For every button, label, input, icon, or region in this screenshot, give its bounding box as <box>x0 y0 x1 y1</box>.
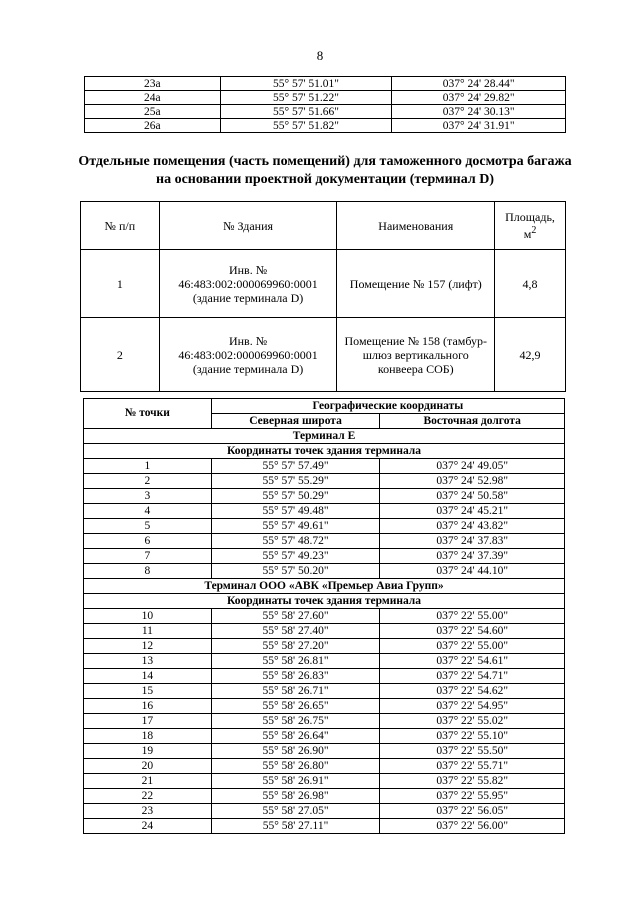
header-building: № Здания <box>159 202 337 250</box>
latitude: 55° 57' 49.61" <box>211 519 380 534</box>
point-number: 1 <box>84 459 212 474</box>
longitude: 037° 24' 43.82" <box>380 519 565 534</box>
latitude: 55° 58' 26.81" <box>211 654 380 669</box>
point-number: 23а <box>85 77 221 91</box>
table-row <box>84 504 565 519</box>
latitude: 55° 57' 55.29" <box>211 474 380 489</box>
table-row <box>84 654 565 669</box>
point-number: 20 <box>84 759 212 774</box>
latitude: 55° 57' 50.29" <box>211 489 380 504</box>
longitude: 037° 22' 56.05" <box>380 804 565 819</box>
latitude: 55° 58' 26.90" <box>211 744 380 759</box>
building-cell <box>159 250 337 318</box>
latitude: 55° 58' 27.05" <box>211 804 380 819</box>
point-number: 26а <box>85 119 221 133</box>
point-number: 16 <box>84 699 212 714</box>
latitude: 55° 58' 26.75" <box>211 714 380 729</box>
table-row <box>81 318 566 392</box>
point-number: 5 <box>84 519 212 534</box>
point-number: 12 <box>84 639 212 654</box>
table-row <box>85 105 566 119</box>
table-row <box>84 474 565 489</box>
point-number: 10 <box>84 609 212 624</box>
longitude: 037° 24' 49.05" <box>380 459 565 474</box>
table-row <box>84 744 565 759</box>
section-e-title: Терминал Е <box>84 429 565 444</box>
row-number: 1 <box>81 250 160 318</box>
longitude: 037° 22' 54.62" <box>380 684 565 699</box>
latitude: 55° 57' 49.48" <box>211 504 380 519</box>
longitude: 037° 22' 55.71" <box>380 759 565 774</box>
longitude: 037° 24' 29.82" <box>392 91 566 105</box>
building-line-2: 46:483:002:000069960:0001 <box>178 347 318 362</box>
building-line-3: (здание терминала D) <box>192 290 304 305</box>
section-e-subtitle: Координаты точек здания терминала <box>84 444 565 459</box>
premise-name: Помещение № 158 (тамбур-шлюз вертикального конвеера СОБ) <box>337 318 495 392</box>
latitude: 55° 57' 51.22" <box>220 91 392 105</box>
table-row <box>85 77 566 91</box>
table-row <box>84 459 565 474</box>
longitude: 037° 24' 45.21" <box>380 504 565 519</box>
table-row <box>84 489 565 504</box>
point-number: 15 <box>84 684 212 699</box>
latitude: 55° 57' 51.01" <box>220 77 392 91</box>
table-row <box>84 639 565 654</box>
latitude: 55° 57' 51.82" <box>220 119 392 133</box>
point-number: 25а <box>85 105 221 119</box>
table-row <box>84 804 565 819</box>
point-number: 6 <box>84 534 212 549</box>
header-lat: Северная широта <box>211 414 380 429</box>
header-area-label: Площадь, <box>505 210 555 224</box>
table-row <box>84 759 565 774</box>
building-line-3: (здание терминала D) <box>192 361 304 376</box>
premise-area: 4,8 <box>495 250 566 318</box>
longitude: 037° 22' 55.82" <box>380 774 565 789</box>
point-number: 7 <box>84 549 212 564</box>
table-row <box>84 534 565 549</box>
latitude: 55° 58' 27.20" <box>211 639 380 654</box>
point-number: 17 <box>84 714 212 729</box>
point-number: 19 <box>84 744 212 759</box>
latitude: 55° 58' 26.83" <box>211 669 380 684</box>
point-number: 24 <box>84 819 212 834</box>
table-row <box>84 789 565 804</box>
latitude: 55° 58' 26.64" <box>211 729 380 744</box>
building-line-1: Инв. № <box>228 262 268 277</box>
longitude: 037° 24' 44.10" <box>380 564 565 579</box>
point-number: 8 <box>84 564 212 579</box>
latitude: 55° 58' 27.60" <box>211 609 380 624</box>
point-number: 4 <box>84 504 212 519</box>
latitude: 55° 58' 26.80" <box>211 759 380 774</box>
point-number: 22 <box>84 789 212 804</box>
point-number: 23 <box>84 804 212 819</box>
section-avk-subtitle: Координаты точек здания терминала <box>84 594 565 609</box>
terminal-coordinates-table <box>83 398 565 834</box>
point-number: 11 <box>84 624 212 639</box>
point-number: 14 <box>84 669 212 684</box>
latitude: 55° 57' 57.49" <box>211 459 380 474</box>
header-lon: Восточная долгота <box>380 414 565 429</box>
table-row <box>84 624 565 639</box>
longitude: 037° 22' 55.00" <box>380 639 565 654</box>
longitude: 037° 22' 54.95" <box>380 699 565 714</box>
table-row <box>84 819 565 834</box>
section-heading <box>60 153 590 189</box>
section-avk-title: Терминал ООО «АВК «Премьер Авиа Групп» <box>84 579 565 594</box>
longitude: 037° 22' 55.50" <box>380 744 565 759</box>
longitude: 037° 22' 55.10" <box>380 729 565 744</box>
header-area <box>495 202 566 250</box>
header-num: № п/п <box>81 202 160 250</box>
table-row <box>85 91 566 105</box>
latitude: 55° 58' 26.98" <box>211 789 380 804</box>
longitude: 037° 24' 31.91" <box>392 119 566 133</box>
table-row <box>81 250 566 318</box>
table-row <box>84 669 565 684</box>
table-row <box>84 519 565 534</box>
table-row <box>84 774 565 789</box>
header-geo: Географические координаты <box>211 399 564 414</box>
header-name: Наименования <box>337 202 495 250</box>
building-cell <box>159 318 337 392</box>
longitude: 037° 24' 28.44" <box>392 77 566 91</box>
longitude: 037° 22' 56.00" <box>380 819 565 834</box>
heading-line-2: на основании проектной документации (терминал D) <box>156 172 494 187</box>
latitude: 55° 57' 48.72" <box>211 534 380 549</box>
table-row <box>84 564 565 579</box>
header-area-sup: 2 <box>531 225 537 236</box>
point-number: 2 <box>84 474 212 489</box>
longitude: 037° 24' 30.13" <box>392 105 566 119</box>
table-row <box>84 684 565 699</box>
latitude: 55° 57' 49.23" <box>211 549 380 564</box>
longitude: 037° 22' 54.60" <box>380 624 565 639</box>
longitude: 037° 22' 55.95" <box>380 789 565 804</box>
longitude: 037° 22' 54.71" <box>380 669 565 684</box>
longitude: 037° 24' 37.39" <box>380 549 565 564</box>
row-number: 2 <box>81 318 160 392</box>
latitude: 55° 58' 26.91" <box>211 774 380 789</box>
point-number: 24а <box>85 91 221 105</box>
longitude: 037° 24' 50.58" <box>380 489 565 504</box>
heading-line-1: Отдельные помещения (часть помещений) для таможенного досмотра багажа <box>78 154 572 169</box>
building-line-2: 46:483:002:000069960:0001 <box>178 276 318 291</box>
table-row <box>84 729 565 744</box>
latitude: 55° 58' 26.65" <box>211 699 380 714</box>
page-number: 8 <box>316 48 324 63</box>
longitude: 037° 22' 55.02" <box>380 714 565 729</box>
header-area-unit: м <box>523 227 532 241</box>
header-point: № точки <box>84 399 212 429</box>
building-line-1: Инв. № <box>228 333 268 348</box>
point-number: 13 <box>84 654 212 669</box>
point-number: 3 <box>84 489 212 504</box>
table-row <box>85 119 566 133</box>
point-number: 18 <box>84 729 212 744</box>
table-row <box>84 609 565 624</box>
table-row <box>84 714 565 729</box>
point-number: 21 <box>84 774 212 789</box>
table-row <box>84 549 565 564</box>
coordinates-table-continued <box>84 76 566 133</box>
premises-table <box>80 201 566 392</box>
latitude: 55° 58' 26.71" <box>211 684 380 699</box>
table-row <box>84 699 565 714</box>
longitude: 037° 24' 37.83" <box>380 534 565 549</box>
longitude: 037° 24' 52.98" <box>380 474 565 489</box>
premise-area: 42,9 <box>495 318 566 392</box>
latitude: 55° 57' 51.66" <box>220 105 392 119</box>
premise-name: Помещение № 157 (лифт) <box>337 250 495 318</box>
latitude: 55° 58' 27.40" <box>211 624 380 639</box>
latitude: 55° 57' 50.20" <box>211 564 380 579</box>
longitude: 037° 22' 54.61" <box>380 654 565 669</box>
longitude: 037° 22' 55.00" <box>380 609 565 624</box>
latitude: 55° 58' 27.11" <box>211 819 380 834</box>
